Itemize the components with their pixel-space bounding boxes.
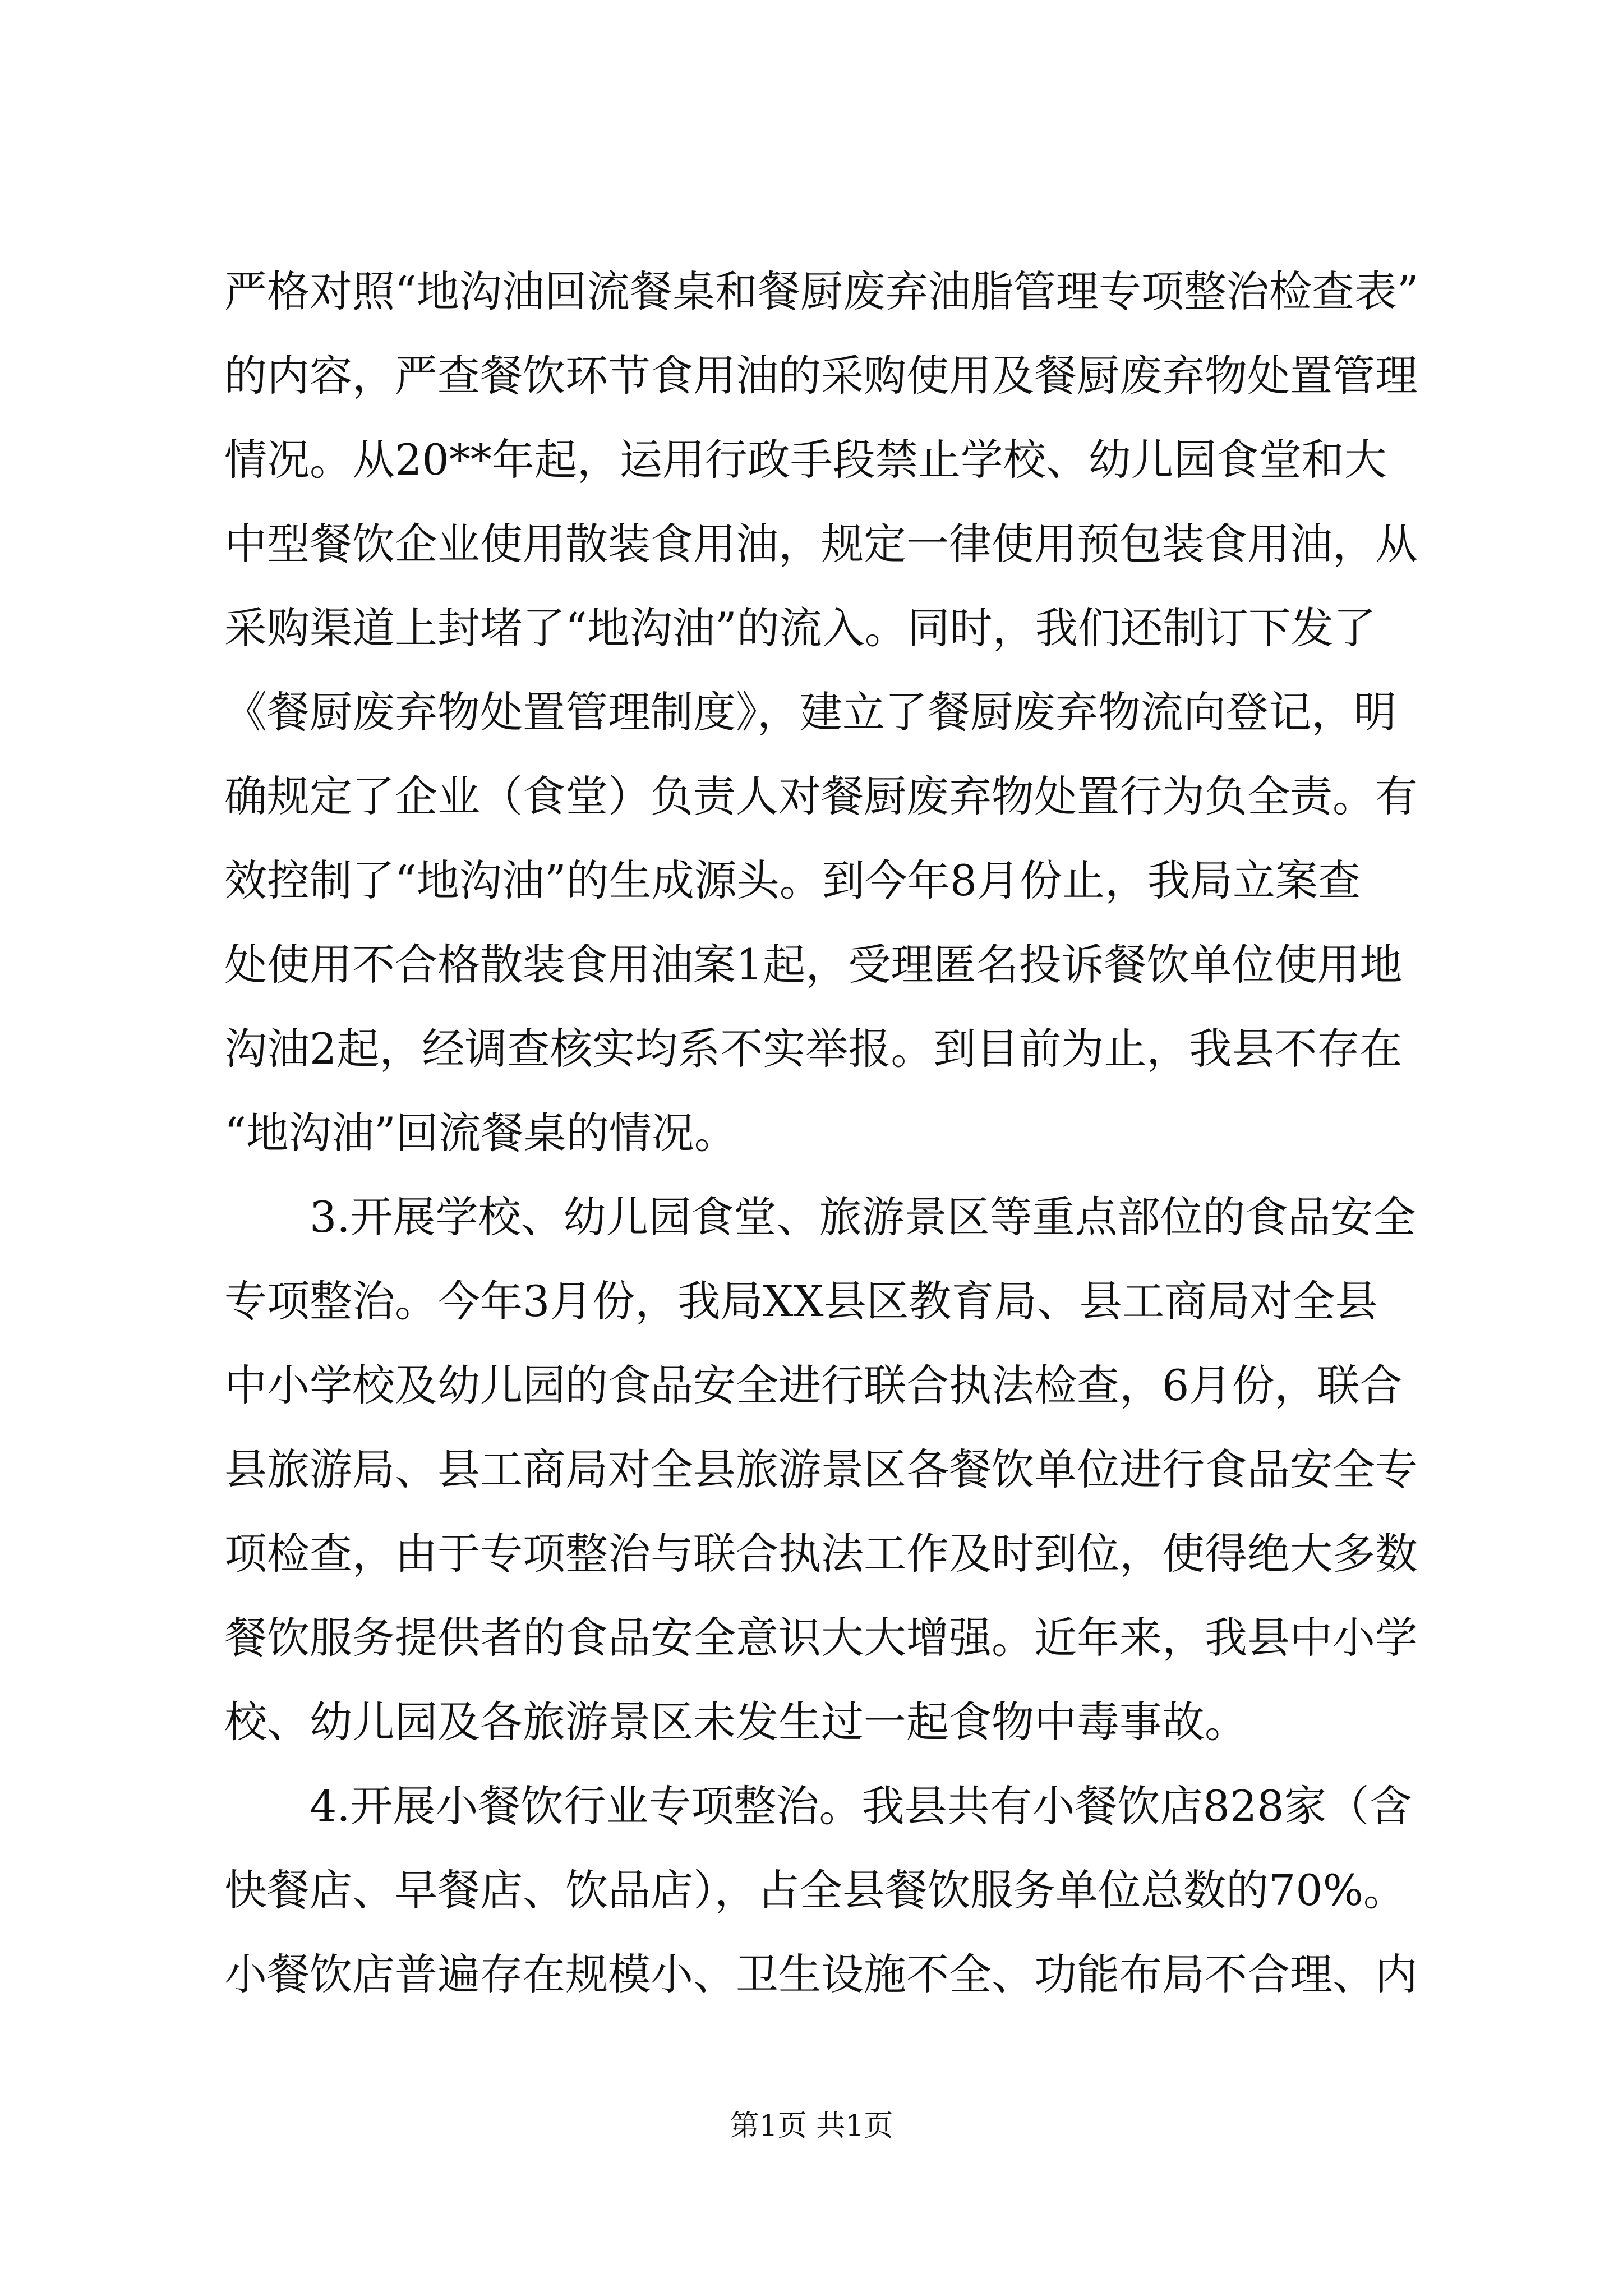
text-line: 小餐饮店普遍存在规模小、卫生设施不全、功能布局不合理、内 <box>224 1949 1418 1999</box>
text-line: 处使用不合格散装食用油案1起，受理匿名投诉餐饮单位使用地 <box>224 940 1403 990</box>
text-line: 校、幼儿园及各旅游景区未发生过一起食物中毒事故。 <box>224 1697 1247 1747</box>
text-line: 中型餐饮企业使用散装食用油，规定一律使用预包装食用油，从 <box>224 519 1418 569</box>
text-line: 的内容，严查餐饮环节食用油的采购使用及餐厨废弃物处置管理 <box>224 351 1418 401</box>
text-line: 效控制了“地沟油”的生成源头。到今年8月份止，我局立案查 <box>224 855 1361 905</box>
text-line: 快餐店、早餐店、饮品店），占全县餐饮服务单位总数的70%。 <box>224 1865 1406 1915</box>
text-line: 严格对照“地沟油回流餐桌和餐厨废弃油脂管理专项整治检查表” <box>224 266 1419 316</box>
text-line: 项检查，由于专项整治与联合执法工作及时到位，使得绝大多数 <box>224 1529 1418 1579</box>
text-line: 情况。从20**年起，运用行政手段禁止学校、幼儿园食堂和大 <box>224 435 1387 485</box>
text-line: 餐饮服务提供者的食品安全意识大大增强。近年来，我县中小学 <box>224 1613 1418 1663</box>
text-line: 《餐厨废弃物处置管理制度》，建立了餐厨废弃物流向登记，明 <box>224 687 1396 737</box>
text-line: 沟油2起，经调查核实均系不实举报。到目前为止，我县不存在 <box>224 1024 1403 1074</box>
text-line: 县旅游局、县工商局对全县旅游景区各餐饮单位进行食品安全专 <box>224 1444 1418 1494</box>
text-line: 4.开展小餐饮行业专项整治。我县共有小餐饮店828家（含 <box>310 1781 1412 1831</box>
page-footer: 第1页 共1页 <box>730 2109 893 2143</box>
text-line: “地沟油”回流餐桌的情况。 <box>224 1108 737 1158</box>
text-line: 中小学校及幼儿园的食品安全进行联合执法检查，6月份，联合 <box>224 1360 1403 1410</box>
text-line: 3.开展学校、幼儿园食堂、旅游景区等重点部位的食品安全 <box>310 1192 1416 1242</box>
text-line: 专项整治。今年3月份，我局XX县区教育局、县工商局对全县 <box>224 1276 1378 1326</box>
text-line: 确规定了企业（食堂）负责人对餐厨废弃物处置行为负全责。有 <box>224 771 1418 821</box>
text-line: 采购渠道上封堵了“地沟油”的流入。同时，我们还制订下发了 <box>224 603 1376 653</box>
body-text <box>224 250 1436 2017</box>
